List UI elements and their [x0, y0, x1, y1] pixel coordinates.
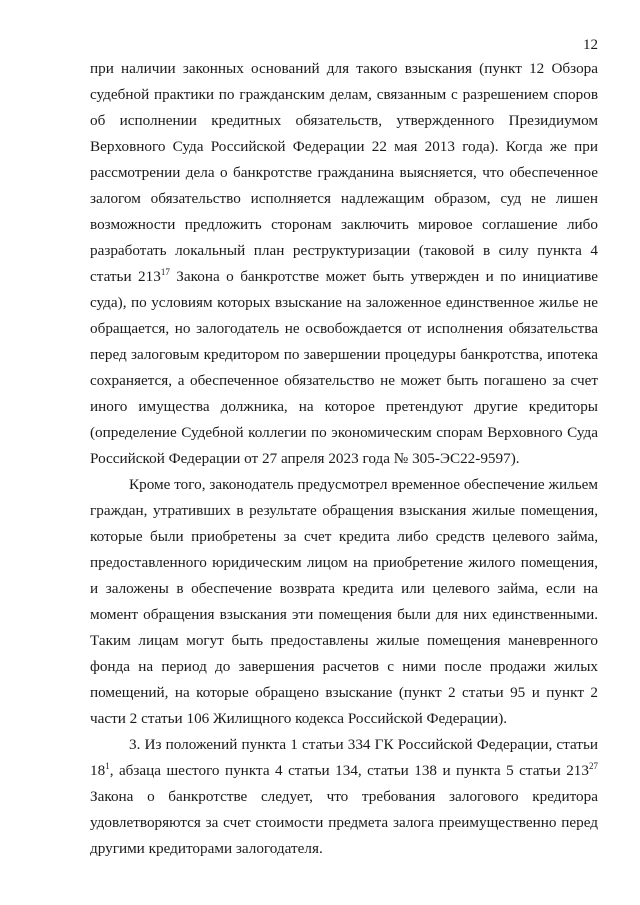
superscript-number: 27 — [589, 760, 598, 771]
paragraph-text: Закона о банкротстве следует, что требования залогового кредитора удовлетворяются за счет стоимости предмета залога преимущественно перед другими кредиторами залогодателя. — [90, 788, 598, 857]
paragraph-text: Кроме того, законодатель предусмотрел временное обеспечение жильем граждан, утративших в результате обращения взыскания жилые помещения, которые были приобретены за счет кредита либо средств целевого займа, предоставленного юридическим лицом на приобретение жилого помещения, и заложены в обеспечение возврата кредита или целевого займа, если на момент обращения взыскания эти помещения были для них единственными. Таким лицам могут быть предоставлены жилые помещения маневренного фонда на период до завершения расчетов с ними после продажи жилых помещений, на которые обращено взыскание (пункт 2 статьи 95 и пункт 2 части 2 статьи 106 Жилищного кодекса Российской Федерации). — [90, 476, 598, 727]
paragraph-text: при наличии законных оснований для такого взыскания (пункт 12 Обзора судебной практики по гражданским делам, связанным с разрешением споров об исполнении кредитных обязательств, утвержденного Президиумом Верховного Суда Российской Федерации 22 мая 2013 года). Когда же при рассмотрении дела о банкротстве гражданина выясняется, что обеспеченное залогом обязательство исполняется надлежащим образом, суд не лишен возможности предложить сторонам заключить мировое соглашение либо разработать локальный план реструктуризации (таковой в силу пункта 4 статьи 213 — [90, 60, 598, 285]
paragraph-3 — [90, 732, 598, 862]
paragraph-2 — [90, 472, 598, 732]
document-body — [90, 56, 598, 862]
superscript-number: 1 — [105, 760, 110, 771]
paragraph-1 — [90, 56, 598, 472]
paragraph-text: 3. Из положений пункта 1 статьи 334 ГК Российской Федерации, статьи 18 — [90, 736, 598, 779]
paragraph-text: , абзаца шестого пункта 4 статьи 134, статьи 138 и пункта 5 статьи 213 — [109, 762, 589, 779]
superscript-number: 17 — [160, 266, 170, 277]
paragraph-text: Закона о банкротстве может быть утвержден и по инициативе суда), по условиям которых взыскание на заложенное единственное жилье не обращается, но залогодатель не освобождается от исполнения обязательства перед залоговым кредитором по завершении процедуры банкротства, ипотека сохраняется, а обеспеченное обязательство не может быть погашено за счет иного имущества должника, на которое претендуют другие кредиторы (определение Судебной коллегии по экономическим спорам Верховного Суда Российской Федерации от 27 апреля 2023 года № 305-ЭС22-9597). — [90, 268, 599, 467]
page-number: 12 — [583, 37, 598, 53]
